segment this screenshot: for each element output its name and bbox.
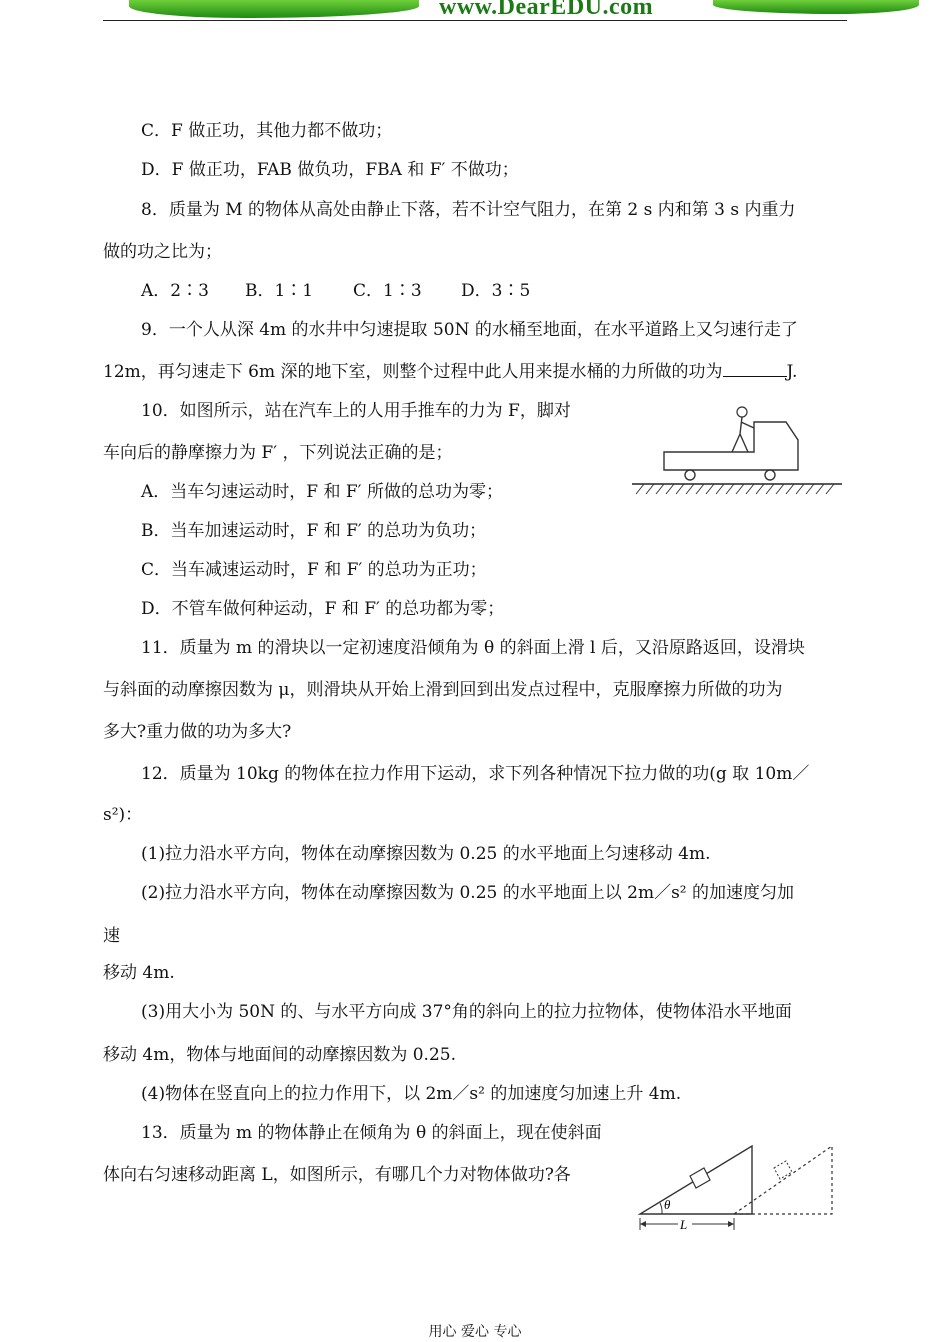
q13-line2: 体向右匀速移动距离 L，如图所示，有哪几个力对物体做功?各 [103,1165,571,1185]
page-header [103,0,847,24]
q10-option-c: C．当车减速运动时，F 和 F′ 的总功为正功； [141,560,487,580]
q12-line2: s²)： [103,805,143,825]
q12-part2: (2)拉力沿水平方向，物体在动摩擦因数为 0.25 的水平地面上以 2m／s² 的加速度匀加 [141,883,795,903]
truck-figure [628,400,846,500]
q12-part2-cont2: 移动 4m. [103,963,175,983]
q11-line2: 与斜面的动摩擦因数为 μ，则滑块从开始上滑到回到出发点过程中，克服摩擦力所做的功为 [103,680,783,700]
q10-option-b: B．当车加速运动时，F 和 F′ 的总功为负功； [141,521,487,541]
q9-unit: J. [786,362,798,382]
q13-line1: 13．质量为 m 的物体静止在倾角为 θ 的斜面上，现在使斜面 [141,1123,602,1143]
q8-choices [141,279,530,303]
q9-line2 [103,360,797,384]
q11-line3: 多大?重力做的功为多大? [103,722,292,742]
incline-figure [634,1140,840,1234]
q11-line1: 11．质量为 m 的滑块以一定初速度沿倾角为 θ 的斜面上滑 l 后，又沿原路返回，设滑块 [141,638,805,658]
q8-choice-c: C．1∶3 [353,281,422,301]
green-leaf-left [129,0,419,18]
q12-part2-cont: 速 [103,926,120,946]
q10-option-d: D．不管车做何种运动，F 和 F′ 的总功都为零； [141,599,505,619]
q12-part1: (1)拉力沿水平方向，物体在动摩擦因数为 0.25 的水平地面上匀速移动 4m. [141,844,711,864]
q12-part3: (3)用大小为 50N 的、与水平方向成 37°角的斜向上的拉力拉物体，使物体沿水平地面 [141,1002,792,1022]
q10-option-a: A．当车匀速运动时，F 和 F′ 所做的总功为零； [141,482,503,502]
q8-choice-a: A．2∶3 [141,281,209,301]
q9-line1: 9．一个人从深 4m 的水井中匀速提取 50N 的水桶至地面，在水平道路上又匀速行走了 [141,320,798,340]
line-7c: C．F 做正功，其他力都不做功； [141,121,393,141]
line-7d: D．F 做正功，FAB 做负功，FBA 和 F′ 不做功； [141,160,519,180]
q12-line1: 12．质量为 10kg 的物体在拉力作用下运动，求下列各种情况下拉力做的功(g 取 10m／ [141,764,810,784]
site-logo: www.DearEDU.com [439,0,654,20]
q8-line1: 8．质量为 M 的物体从高处由静止下落，若不计空气阻力，在第 2 s 内和第 3 s 内重力 [141,200,796,220]
q8-choice-d: D．3∶5 [461,281,531,301]
q8-line2: 做的功之比为； [103,242,222,262]
green-leaf-right [713,0,919,14]
header-rule [103,20,847,21]
page-footer: 用心 爱心 专心 [428,1324,522,1340]
length-label: L [680,1217,688,1232]
q12-part4: (4)物体在竖直向上的拉力作用下，以 2m／s² 的加速度匀加速上升 4m. [141,1084,682,1104]
q8-choice-b: B．1∶1 [245,281,314,301]
answer-blank [723,362,787,377]
q9-text: 12m，再匀速走下 6m 深的地下室，则整个过程中此人用来提水桶的力所做的功为 [103,362,723,382]
q12-part3-cont: 移动 4m，物体与地面间的动摩擦因数为 0.25. [103,1045,456,1065]
q10-line1: 10．如图所示，站在汽车上的人用手推车的力为 F，脚对 [141,401,571,421]
angle-label: θ [664,1197,671,1212]
q10-line2: 车向后的静摩擦力为 F′ ，下列说法正确的是； [103,443,453,463]
